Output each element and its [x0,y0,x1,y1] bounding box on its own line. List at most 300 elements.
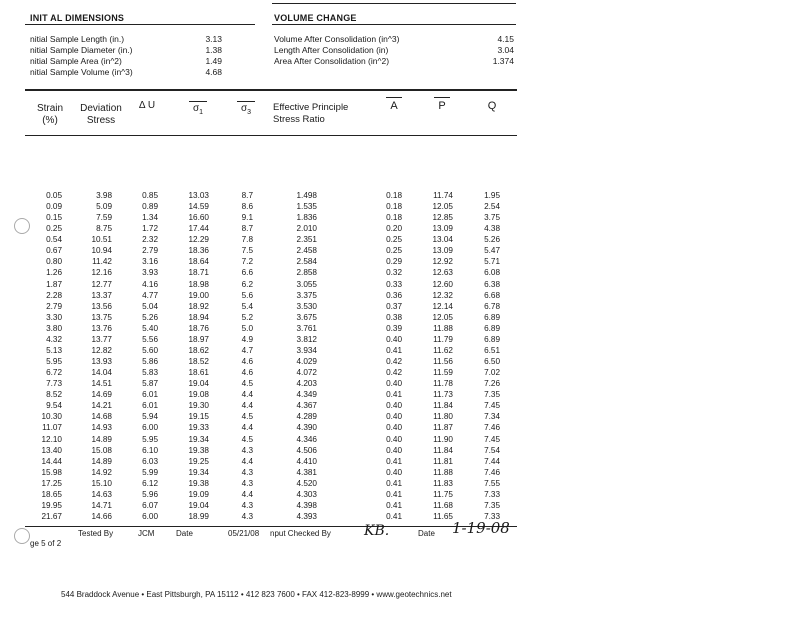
cell-p: 13.09 [432,224,453,234]
cell-du: 6.01 [142,390,158,400]
cell-strain: 2.79 [46,301,62,311]
cell-sigma1: 16.60 [188,213,209,223]
cell-a: 0.18 [386,191,402,200]
cell-du: 5.60 [142,345,158,355]
cell-a: 0.36 [386,290,402,300]
checked-by-label: nput Checked By [270,529,331,538]
cell-q: 6.08 [484,268,500,278]
table-row [0,324,800,334]
cell-eps-ratio: 4.203 [296,379,317,389]
cell-du: 6.07 [142,500,158,510]
cell-strain: 21.67 [41,512,62,522]
cell-strain: 13.40 [41,445,62,455]
cell-eps-ratio: 2.351 [296,235,317,245]
cell-p: 11.83 [433,478,453,488]
cell-p: 12.60 [432,279,453,289]
cell-sigma1: 17.44 [188,224,209,234]
cell-p: 13.04 [432,235,453,245]
cell-du: 6.12 [142,478,158,488]
table-row [0,501,800,511]
cell-q: 1.95 [484,191,500,200]
cell-du: 5.95 [142,434,158,444]
cell-a: 0.18 [386,213,402,223]
cell-p: 11.56 [433,357,453,367]
table-row [0,191,800,201]
cell-du: 5.87 [142,379,158,389]
initial-dimensions-title: INIT AL DIMENSIONS [30,13,125,23]
cell-deviation: 14.51 [91,379,112,389]
cell-du: 2.79 [142,246,158,256]
cell-a: 0.40 [386,445,402,455]
cell-p: 11.73 [433,390,453,400]
date2-label: Date [418,529,435,538]
cell-q: 7.26 [484,379,500,389]
cell-q: 3.75 [484,213,500,223]
cell-sigma1: 19.08 [188,390,209,400]
cell-sigma3: 4.3 [241,512,253,522]
date-label: Date [176,529,193,538]
col-sigma1-sub: 1 [199,109,204,116]
col-sigma3-overline [237,101,255,102]
table-row [0,202,800,212]
table-row [0,401,800,411]
cell-strain: 7.73 [46,379,62,389]
cell-eps-ratio: 4.381 [296,467,317,477]
cell-sigma1: 18.99 [188,512,209,522]
cell-deviation: 13.75 [91,312,112,322]
cell-eps-ratio: 4.303 [296,489,317,499]
cell-du: 5.94 [142,412,158,422]
cell-sigma1: 19.38 [188,445,209,455]
table-row [0,423,800,433]
cell-p: 11.79 [433,334,453,344]
cell-sigma3: 5.0 [241,323,253,333]
table-row [0,390,800,400]
volume-after-label: Volume After Consolidation (in^3) [274,34,400,44]
cell-strain: 5.13 [46,345,62,355]
cell-deviation: 14.04 [91,368,112,378]
table-row [0,246,800,256]
cell-q: 6.89 [484,323,500,333]
table-bottom-rule [25,526,517,527]
cell-deviation: 14.63 [91,489,112,499]
col-sigma3-symbol: σ [240,103,248,114]
cell-strain: 6.72 [46,368,62,378]
table-row [0,435,800,445]
cell-p: 11.84 [433,401,453,411]
cell-q: 4.38 [484,224,500,234]
cell-q: 6.38 [484,279,500,289]
cell-strain: 19.95 [41,500,62,510]
cell-strain: 2.28 [46,290,62,300]
cell-p: 11.90 [433,434,453,444]
cell-eps-ratio: 2.010 [296,224,317,234]
cell-sigma3: 4.3 [241,478,253,488]
cell-eps-ratio: 3.761 [296,323,317,333]
cell-q: 7.35 [484,500,500,510]
cell-eps-ratio: 2.858 [296,268,317,278]
cell-eps-ratio: 1.836 [296,213,317,223]
cell-sigma3: 4.6 [241,368,253,378]
volume-after-value: 4.15 [497,34,514,44]
cell-p: 11.59 [433,368,453,378]
cell-sigma3: 4.5 [241,379,253,389]
cell-sigma3: 6.6 [241,268,253,278]
col-deviation [72,103,130,127]
cell-eps-ratio: 4.520 [296,478,317,488]
cell-du: 4.77 [142,290,158,300]
cell-p: 11.87 [433,423,453,433]
footer-address: 544 Braddock Avenue • East Pittsburgh, PA 15112 • 412 823 7600 • FAX 412-823-8999 • www.geotechnics.net [61,590,452,599]
cell-a: 0.41 [386,489,402,499]
cell-deviation: 13.56 [91,301,112,311]
cell-sigma3: 5.2 [241,312,253,322]
cell-sigma1: 19.33 [188,423,209,433]
cell-p: 11.74 [433,191,453,200]
cell-a: 0.25 [386,246,402,256]
col-strain-label: Strain [36,103,64,114]
cell-du: 2.32 [142,235,158,245]
initial-length-value: 3.13 [205,34,222,44]
cell-deviation: 11.42 [92,257,112,267]
cell-eps-ratio: 4.506 [296,445,317,455]
cell-q: 6.89 [484,312,500,322]
table-row [0,213,800,223]
cell-deviation: 14.21 [91,401,112,411]
cell-deviation: 15.08 [91,445,112,455]
cell-a: 0.32 [386,268,402,278]
cell-sigma3: 4.3 [241,500,253,510]
cell-eps-ratio: 4.346 [296,434,317,444]
cell-q: 2.54 [484,202,500,212]
cell-q: 7.34 [484,412,500,422]
cell-p: 11.62 [433,345,453,355]
table-row [0,268,800,278]
cell-eps-ratio: 1.498 [296,191,317,200]
cell-deviation: 13.37 [91,290,112,300]
cell-eps-ratio: 2.458 [296,246,317,256]
cell-eps-ratio: 3.375 [296,290,317,300]
col-deviation-label2: Stress [86,115,116,126]
cell-sigma1: 19.25 [188,456,209,466]
cell-q: 7.45 [484,401,500,411]
cell-sigma1: 18.62 [188,345,209,355]
initial-length-label: nitial Sample Length (in.) [30,34,125,44]
table-row [0,357,800,367]
cell-sigma3: 4.9 [241,334,253,344]
cell-p: 11.81 [433,456,453,466]
cell-du: 5.99 [142,467,158,477]
cell-deviation: 3.98 [96,191,112,200]
table-row [0,368,800,378]
cell-p: 11.88 [433,467,453,477]
cell-strain: 3.30 [46,312,62,322]
cell-p: 12.05 [432,202,453,212]
cell-q: 5.71 [484,257,500,267]
cell-sigma1: 18.97 [188,334,209,344]
cell-deviation: 7.59 [96,213,112,223]
cell-du: 6.00 [142,423,158,433]
cell-eps-ratio: 3.934 [296,345,317,355]
cell-eps-ratio: 4.349 [296,390,317,400]
cell-strain: 4.32 [46,334,62,344]
table-row [0,412,800,422]
cell-q: 7.02 [484,368,500,378]
cell-q: 7.33 [484,512,500,522]
cell-a: 0.40 [386,434,402,444]
cell-sigma1: 18.71 [188,268,209,278]
cell-sigma3: 5.4 [241,301,253,311]
cell-deviation: 14.69 [91,390,112,400]
cell-eps-ratio: 4.410 [296,456,317,466]
cell-sigma3: 4.4 [241,390,253,400]
col-eps-ratio-label: Effective Principle [273,102,349,113]
table-row [0,291,800,301]
col-sigma3-sub: 3 [247,109,252,116]
table-row [0,257,800,267]
cell-deviation: 12.16 [91,268,112,278]
cell-du: 6.00 [142,512,158,522]
volume-change-title: VOLUME CHANGE [274,13,357,23]
cell-deviation: 14.92 [91,467,112,477]
cell-a: 0.29 [386,257,402,267]
table-row [0,490,800,500]
cell-q: 6.68 [484,290,500,300]
table-row [0,379,800,389]
cell-p: 12.14 [432,301,453,311]
length-after-label: Length After Consolidation (in) [274,45,389,55]
cell-strain: 12.10 [41,434,62,444]
cell-p: 13.09 [432,246,453,256]
table-row [0,346,800,356]
cell-strain: 1.87 [46,279,62,289]
cell-eps-ratio: 4.289 [296,412,317,422]
cell-sigma1: 19.34 [188,434,209,444]
cell-q: 7.33 [484,489,500,499]
cell-du: 0.85 [142,191,158,200]
initial-volume-value: 4.68 [205,67,222,77]
cell-sigma1: 19.38 [188,478,209,488]
cell-sigma1: 14.59 [188,202,209,212]
table-row [0,313,800,323]
cell-deviation: 13.93 [91,357,112,367]
top-rule [272,3,516,4]
col-eps-ratio-label2: Stress Ratio [273,114,325,125]
cell-du: 5.04 [142,301,158,311]
cell-deviation: 12.82 [91,345,112,355]
cell-eps-ratio: 4.393 [296,512,317,522]
cell-sigma3: 6.2 [241,279,253,289]
cell-du: 1.72 [142,224,158,234]
table-header-bottom-rule [25,135,517,136]
cell-a: 0.39 [386,323,402,333]
cell-sigma3: 7.8 [241,235,253,245]
cell-strain: 0.67 [46,246,62,256]
cell-du: 5.83 [142,368,158,378]
cell-sigma3: 7.5 [241,246,253,256]
cell-sigma1: 18.94 [188,312,209,322]
cell-eps-ratio: 3.675 [296,312,317,322]
cell-eps-ratio: 2.584 [296,257,317,267]
col-sigma1-overline [189,101,207,102]
cell-strain: 0.05 [46,191,62,200]
col-eps-ratio [273,102,348,126]
cell-q: 7.46 [484,467,500,477]
cell-sigma3: 4.4 [241,489,253,499]
cell-a: 0.33 [386,279,402,289]
cell-sigma1: 19.00 [188,290,209,300]
cell-sigma1: 18.92 [188,301,209,311]
cell-du: 0.89 [142,202,158,212]
cell-p: 11.65 [433,512,453,522]
cell-p: 12.63 [432,268,453,278]
cell-strain: 0.54 [46,235,62,245]
initial-dimensions-rule [25,24,255,25]
cell-deviation: 10.51 [91,235,112,245]
cell-du: 3.16 [142,257,158,267]
col-du: Δ U [138,100,156,111]
cell-a: 0.42 [386,368,402,378]
table-row [0,235,800,245]
cell-strain: 15.98 [41,467,62,477]
cell-p: 12.32 [432,290,453,300]
cell-strain: 10.30 [41,412,62,422]
cell-q: 7.54 [484,445,500,455]
cell-q: 5.47 [484,246,500,256]
cell-du: 6.10 [142,445,158,455]
cell-du: 5.86 [142,357,158,367]
table-row [0,457,800,467]
cell-du: 1.34 [142,213,158,223]
cell-eps-ratio: 3.812 [296,334,317,344]
cell-du: 6.01 [142,401,158,411]
cell-deviation: 13.76 [91,323,112,333]
cell-a: 0.41 [386,345,402,355]
cell-strain: 0.15 [46,213,62,223]
cell-sigma1: 18.61 [188,368,209,378]
table-row [0,302,800,312]
cell-deviation: 14.66 [91,512,112,522]
cell-sigma3: 4.4 [241,456,253,466]
cell-p: 11.84 [433,445,453,455]
cell-deviation: 14.68 [91,412,112,422]
cell-a: 0.18 [386,202,402,212]
cell-strain: 3.80 [46,323,62,333]
cell-a: 0.41 [386,456,402,466]
cell-sigma3: 4.5 [241,434,253,444]
hole-punch-mark [14,528,30,544]
cell-sigma1: 18.76 [188,323,209,333]
cell-du: 6.03 [142,456,158,466]
cell-a: 0.40 [386,467,402,477]
date-value: 05/21/08 [228,529,260,538]
cell-deviation: 5.09 [96,202,112,212]
cell-p: 12.85 [432,213,453,223]
cell-q: 6.78 [484,301,500,311]
cell-sigma3: 4.4 [241,423,253,433]
cell-p: 11.68 [433,500,453,510]
cell-sigma1: 18.52 [188,357,209,367]
cell-strain: 11.07 [42,423,62,433]
cell-sigma3: 5.6 [241,290,253,300]
tested-by-label: Tested By [78,529,114,538]
date2-handwritten: 1-19-08 [452,519,510,537]
cell-sigma3: 8.6 [241,202,253,212]
initial-diameter-value: 1.38 [205,45,222,55]
cell-sigma1: 13.03 [188,191,209,200]
cell-sigma3: 4.5 [241,412,253,422]
cell-sigma3: 4.3 [241,467,253,477]
cell-sigma3: 4.7 [241,345,253,355]
cell-deviation: 15.10 [91,478,112,488]
initial-diameter-label: nitial Sample Diameter (in.) [30,45,133,55]
cell-a: 0.38 [386,312,402,322]
cell-sigma3: 8.7 [241,224,253,234]
col-a: A [390,100,398,112]
initial-area-label: nitial Sample Area (in^2) [30,56,122,66]
cell-strain: 0.09 [46,202,62,212]
cell-sigma1: 19.04 [188,500,209,510]
cell-a: 0.37 [386,301,402,311]
cell-a: 0.40 [386,401,402,411]
col-a-overline [386,97,402,98]
cell-sigma3: 8.7 [241,191,253,200]
cell-a: 0.41 [386,512,402,522]
cell-q: 7.45 [484,434,500,444]
col-deviation-label: Deviation [80,103,122,114]
cell-eps-ratio: 4.072 [296,368,317,378]
cell-sigma3: 4.3 [241,445,253,455]
volume-change-rule [272,24,516,25]
cell-p: 12.92 [432,257,453,267]
cell-du: 5.56 [142,334,158,344]
cell-sigma1: 19.04 [188,379,209,389]
cell-du: 4.16 [142,279,158,289]
cell-p: 11.75 [433,489,453,499]
cell-sigma3: 9.1 [241,213,253,223]
cell-p: 11.88 [433,323,453,333]
cell-deviation: 14.89 [91,456,112,466]
col-sigma3 [231,103,261,119]
cell-q: 7.44 [484,456,500,466]
cell-a: 0.42 [386,357,402,367]
initial-volume-label: nitial Sample Volume (in^3) [30,67,133,77]
cell-sigma1: 18.98 [188,279,209,289]
cell-sigma1: 19.30 [188,401,209,411]
table-row [0,335,800,345]
cell-sigma1: 19.34 [188,467,209,477]
area-after-value: 1.374 [492,56,514,66]
cell-eps-ratio: 4.367 [296,401,317,411]
cell-sigma3: 4.4 [241,401,253,411]
table-row [0,468,800,478]
cell-du: 5.96 [142,489,158,499]
cell-deviation: 14.71 [91,500,112,510]
cell-a: 0.40 [386,334,402,344]
cell-q: 7.35 [484,390,500,400]
cell-sigma1: 18.64 [188,257,209,267]
cell-eps-ratio: 1.535 [296,202,317,212]
col-p: P [438,100,446,112]
cell-strain: 1.26 [46,268,62,278]
cell-q: 5.26 [484,235,500,245]
cell-strain: 17.25 [41,478,62,488]
cell-eps-ratio: 3.055 [296,279,317,289]
cell-du: 5.26 [142,312,158,322]
cell-deviation: 13.77 [91,334,112,344]
cell-q: 6.51 [484,345,500,355]
tested-by-value: JCM [138,529,155,538]
